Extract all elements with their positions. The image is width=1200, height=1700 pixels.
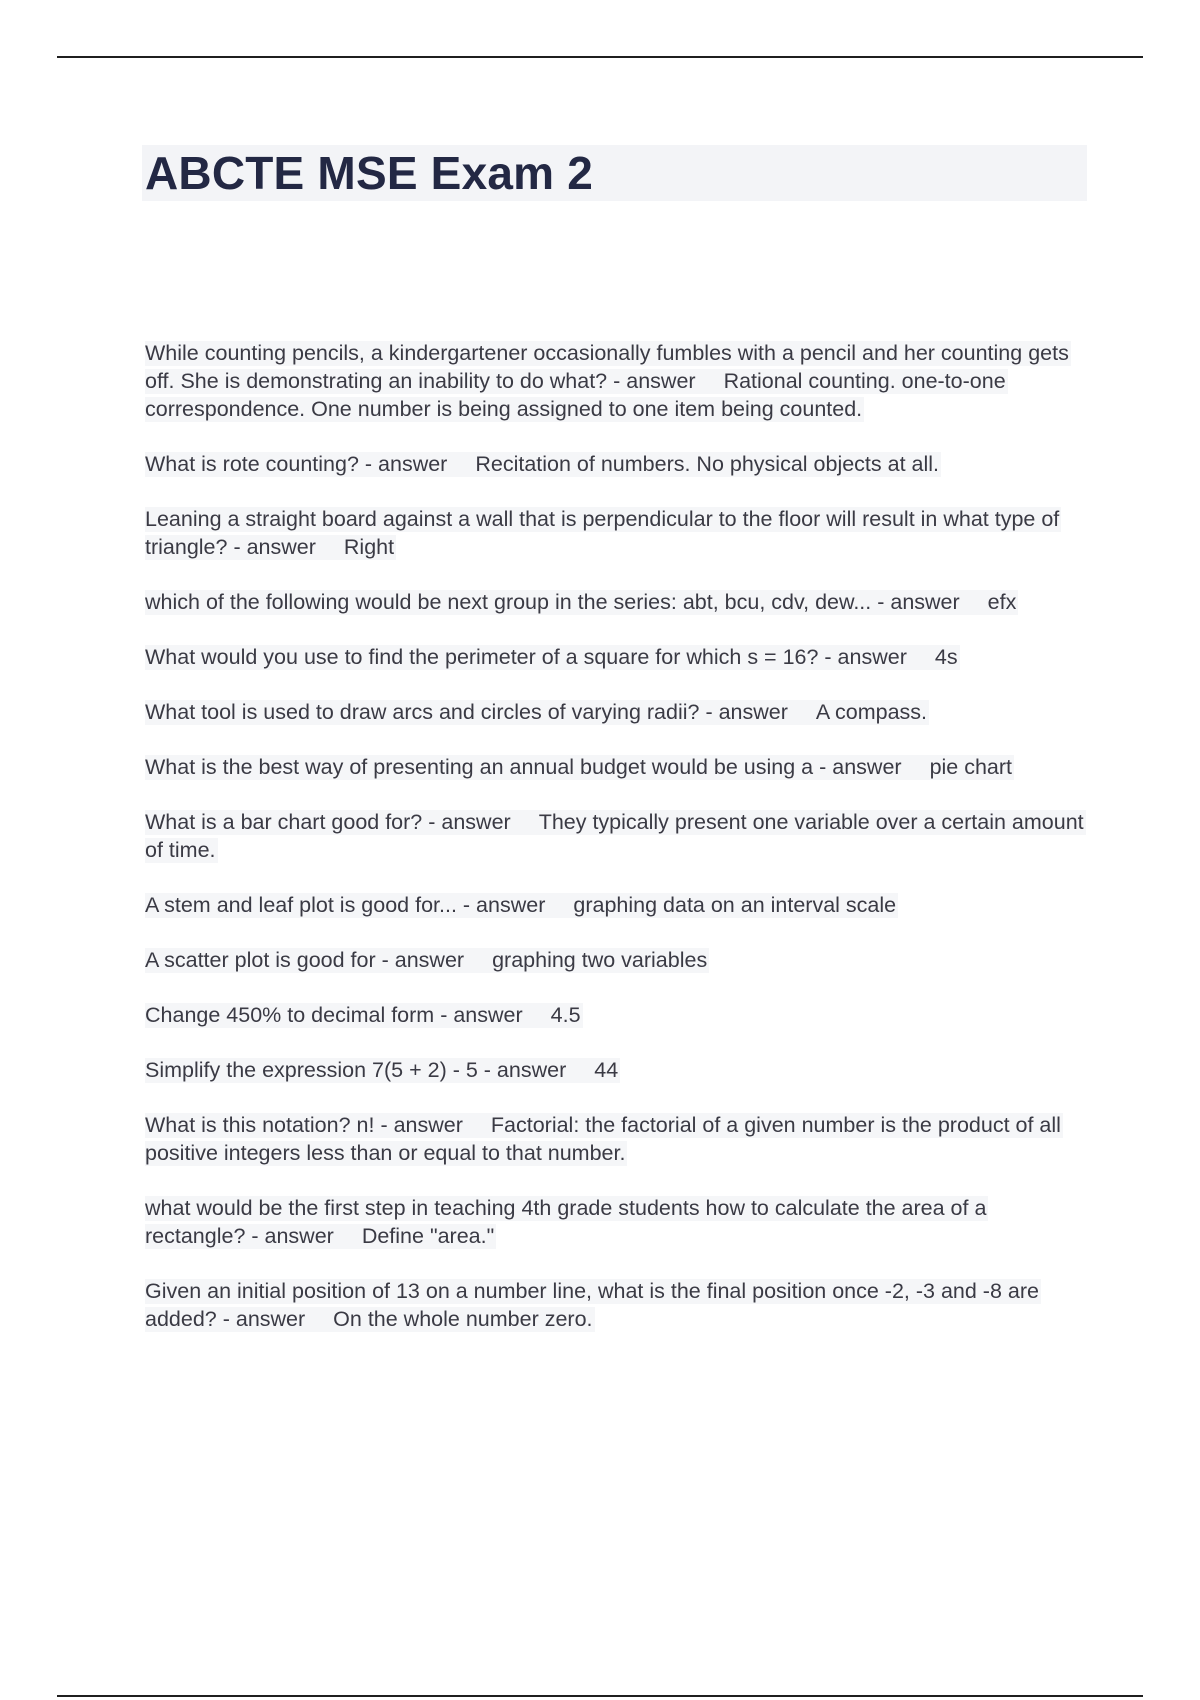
qa-text — [145, 590, 1018, 615]
answer-separator: - answer — [375, 948, 465, 972]
qa-item — [145, 1194, 1090, 1250]
qa-text — [145, 810, 1086, 863]
answer-text: Right — [343, 535, 395, 559]
question-text: While counting pencils, a kindergartener occasionally fumbles with a pencil and her counting gets off. She is demonstrating an inability to do what? — [145, 341, 1069, 393]
qa-item — [145, 753, 1090, 781]
answer-text: Rational counting. one-to-one correspondence. One number is being assigned to one item being counted. — [145, 369, 1006, 421]
qa-item — [145, 1277, 1090, 1333]
qa-text — [145, 645, 960, 670]
answer-text: Recitation of numbers. No physical objects at all. — [475, 452, 940, 476]
qa-text — [145, 755, 1014, 780]
answer-separator: - answer — [477, 1058, 567, 1082]
qa-text — [145, 1113, 1063, 1166]
answer-text: graphing data on an interval scale — [573, 893, 897, 917]
question-text: What is the best way of presenting an annual budget would be using a — [145, 755, 814, 779]
qa-item — [145, 698, 1090, 726]
answer-separator: - answer — [422, 810, 511, 834]
qa-text — [145, 1279, 1041, 1332]
qa-text — [145, 948, 709, 973]
answer-separator: - answer — [434, 1003, 523, 1027]
page-title: ABCTE MSE Exam 2 — [145, 147, 593, 199]
bottom-rule — [57, 1695, 1143, 1697]
qa-item — [145, 946, 1090, 974]
answer-separator: - answer — [216, 1307, 306, 1331]
qa-item — [145, 505, 1090, 561]
answer-separator: - answer — [813, 755, 902, 779]
answer-separator: - answer — [871, 590, 960, 614]
question-text: Simplify the expression 7(5 + 2) - 5 — [145, 1058, 478, 1082]
qa-list — [145, 339, 1090, 1360]
question-text: What tool is used to draw arcs and circles of varying radii? — [145, 700, 700, 724]
answer-text: 44 — [594, 1058, 619, 1082]
answer-separator: - answer — [374, 1113, 463, 1137]
answer-separator: - answer — [818, 645, 907, 669]
answer-text: 4.5 — [550, 1003, 581, 1027]
qa-text — [145, 1058, 620, 1083]
question-text: what would be the first step in teaching 4th grade students how to calculate the area of a rectangle? — [145, 1196, 987, 1248]
answer-text: Factorial: the factorial of a given number is the product of all positive integers less than or equal to that number. — [145, 1113, 1061, 1165]
question-text: Change 450% to decimal form — [145, 1003, 435, 1027]
qa-text — [145, 1003, 583, 1028]
question-text: which of the following would be next group in the series: abt, bcu, cdv, dew... — [145, 590, 872, 614]
qa-text — [145, 341, 1071, 422]
answer-text: On the whole number zero. — [333, 1307, 593, 1331]
qa-item — [145, 1001, 1090, 1029]
answer-text: graphing two variables — [492, 948, 708, 972]
answer-text: They typically present one variable over a certain amount of time. — [145, 810, 1084, 862]
answer-text: efx — [987, 590, 1017, 614]
answer-text: 4s — [934, 645, 958, 669]
question-text: Leaning a straight board against a wall that is perpendicular to the floor will result in what type of triangle? — [145, 507, 1060, 559]
answer-separator: - answer — [456, 893, 546, 917]
question-text: Given an initial position of 13 on a number line, what is the final position once -2, -3 and -8 are added? — [145, 1279, 1039, 1331]
answer-separator: - answer — [607, 369, 696, 393]
answer-text: A compass. — [815, 700, 928, 724]
answer-text: pie chart — [929, 755, 1013, 779]
top-rule — [57, 56, 1143, 58]
question-text: What is rote counting? — [145, 452, 359, 476]
answer-text: Define "area." — [361, 1224, 495, 1248]
answer-separator: - answer — [245, 1224, 334, 1248]
question-text: What would you use to find the perimeter of a square for which s = 16? — [145, 645, 819, 669]
question-text: What is a bar chart good for? — [145, 810, 423, 834]
question-text: What is this notation? n! — [145, 1113, 375, 1137]
question-text: A stem and leaf plot is good for... — [145, 893, 457, 917]
qa-text — [145, 893, 898, 918]
qa-text — [145, 700, 929, 725]
qa-item — [145, 891, 1090, 919]
answer-separator: - answer — [699, 700, 788, 724]
answer-separator: - answer — [227, 535, 316, 559]
qa-item — [145, 339, 1090, 423]
qa-item — [145, 808, 1090, 864]
qa-text — [145, 452, 941, 477]
qa-item — [145, 1056, 1090, 1084]
qa-item — [145, 1111, 1090, 1167]
answer-separator: - answer — [358, 452, 448, 476]
question-text: A scatter plot is good for — [145, 948, 376, 972]
qa-text — [145, 507, 1061, 560]
qa-item — [145, 588, 1090, 616]
qa-text — [145, 1196, 988, 1249]
qa-item — [145, 450, 1090, 478]
qa-item — [145, 643, 1090, 671]
